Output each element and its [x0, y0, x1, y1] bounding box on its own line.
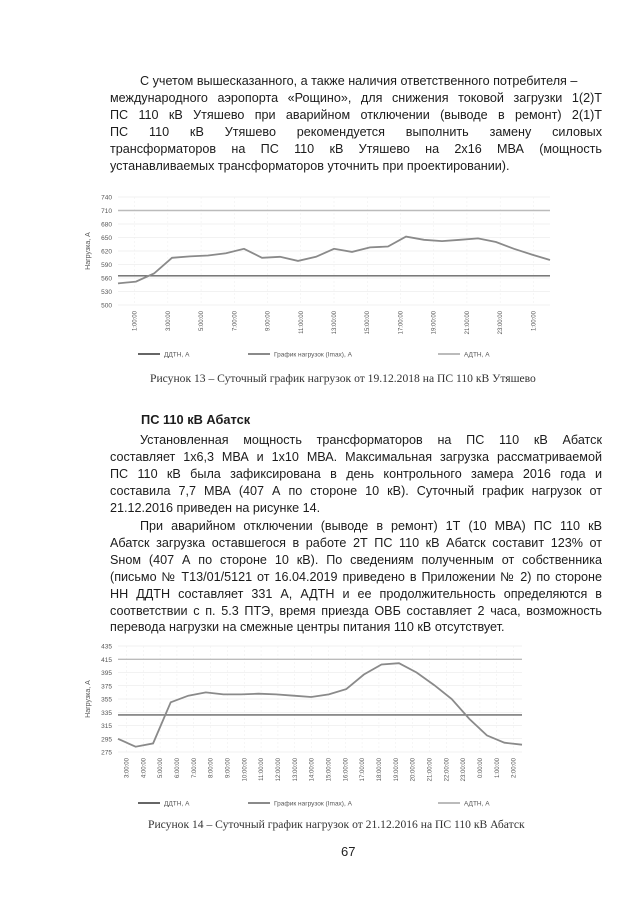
text-line: 21.12.2016 приведен на рисунке 14. [110, 500, 321, 515]
text-line: составляет 1x6,3 МВА и 1x10 МВА. Максимальная загрузка рассматриваемой [110, 449, 602, 464]
y-tick-label: 680 [101, 221, 112, 229]
x-tick-label: 14:00:00 [309, 758, 316, 782]
x-tick-label: 0:00:00 [477, 758, 484, 779]
x-tick-label: 1:00:00 [132, 311, 139, 332]
text-line: При аварийном отключении (выводе в ремонт) 1Т (10 МВА) ПС 110 кВ [140, 519, 602, 533]
legend-label: ДДТН, А [164, 351, 190, 359]
paragraph-1 [110, 73, 602, 174]
y-tick-label: 415 [101, 656, 112, 664]
legend-label: АДТН, А [464, 800, 490, 808]
load-chart-abatsk [80, 635, 570, 815]
x-tick-label: 22:00:00 [444, 758, 451, 782]
x-tick-label: 13:00:00 [292, 758, 299, 782]
x-tick-label: 20:00:00 [410, 758, 417, 782]
paragraph-2 [110, 432, 602, 517]
x-tick-label: 5:00:00 [199, 311, 206, 332]
text-line: составила 7,7 МВА (407 А по стороне 10 кВ). Суточный график нагрузок от [110, 483, 602, 498]
figure-14-caption: Рисунок 14 – Суточный график нагрузок от 21.12.2016 на ПС 110 кВ Абатск [148, 818, 525, 831]
x-tick-label: 15:00:00 [326, 758, 333, 782]
x-tick-label: 3:00:00 [124, 758, 131, 779]
x-tick-label: 6:00:00 [174, 758, 181, 779]
y-tick-label: 295 [101, 736, 112, 744]
figure-13-caption: Рисунок 13 – Суточный график нагрузок от 19.12.2018 на ПС 110 кВ Утяшево [150, 372, 536, 385]
x-tick-label: 9:00:00 [265, 311, 272, 332]
series-line [118, 663, 522, 747]
x-tick-label: 11:00:00 [259, 758, 266, 781]
x-tick-label: 18:00:00 [376, 758, 383, 782]
text-line: Установленная мощность трансформаторов на ПС 110 кВ Абатск [140, 433, 602, 447]
y-tick-label: 275 [101, 749, 112, 757]
x-tick-label: 19:00:00 [393, 758, 400, 782]
x-tick-label: 3:00:00 [165, 311, 172, 332]
x-tick-label: 19:00:00 [431, 311, 438, 335]
y-tick-label: 355 [101, 696, 112, 704]
x-tick-label: 7:00:00 [232, 311, 239, 332]
x-tick-label: 17:00:00 [398, 311, 405, 335]
text-line: трансформаторов на ПС 110 кВ Утяшево на 2x16 МВА (мощность [110, 141, 602, 156]
x-tick-label: 15:00:00 [365, 311, 372, 335]
y-tick-label: 315 [101, 723, 112, 730]
text-line: Абатск загрузка оставшегося в работе 2Т ПС 110 кВ Абатск составит 123% от [110, 535, 602, 550]
legend-label: АДТН, А [464, 351, 490, 359]
legend-label: График нагрузок (Imax), А [274, 351, 352, 359]
x-tick-label: 8:00:00 [208, 758, 215, 779]
text-line: Sном (407 А по стороне 10 кВ). По сведениям полученным от собственника [110, 552, 602, 567]
x-tick-label: 1:00:00 [531, 311, 538, 332]
text-line: С учетом вышесказанного, а также наличия ответственного потребителя – [140, 74, 578, 88]
x-tick-label: 5:00:00 [158, 758, 165, 779]
text-line: ПС 110 кВ была зафиксирована в день контрольного замера 2016 года и [110, 466, 602, 481]
x-tick-label: 21:00:00 [464, 311, 471, 335]
x-tick-label: 16:00:00 [343, 758, 350, 782]
y-axis-label: Нагрузка, А [85, 232, 92, 270]
y-tick-label: 620 [101, 248, 112, 256]
y-tick-label: 435 [101, 643, 112, 651]
text-line: международного аэропорта «Рощино», для снижения токовой загрузки 1(2)Т [110, 90, 602, 105]
y-tick-label: 650 [101, 235, 112, 242]
x-tick-label: 2:00:00 [511, 758, 518, 779]
load-chart-utyashevo [80, 188, 570, 366]
y-tick-label: 590 [101, 262, 112, 269]
y-tick-label: 335 [101, 709, 112, 717]
paragraph-3 [110, 518, 602, 636]
x-tick-label: 10:00:00 [242, 758, 249, 782]
text-line: соответствии с п. 5.3 ПТЭ, время приезда ОВБ составляет 2 часа, возможность [110, 603, 602, 618]
legend-label: График нагрузок (Imax), А [274, 800, 352, 808]
x-tick-label: 4:00:00 [141, 758, 148, 779]
text-line: ПС 110 кВ Утяшево при аварийном отключении (выводе в ремонт) 2(1)Т [110, 107, 602, 122]
x-tick-label: 23:00:00 [498, 311, 505, 335]
page-number: 67 [341, 844, 356, 859]
y-tick-label: 375 [101, 683, 112, 691]
y-tick-label: 500 [101, 302, 112, 310]
text-line: (письмо № Т13/01/5121 от 16.04.2019 приведено в Приложении № 2) по стороне [110, 569, 602, 584]
section-heading: ПС 110 кВ Абатск [141, 412, 251, 427]
x-tick-label: 17:00:00 [360, 758, 367, 782]
x-tick-label: 23:00:00 [461, 758, 468, 782]
x-tick-label: 9:00:00 [225, 758, 232, 779]
text-line: перевода нагрузки на смежные центры питания 110 кВ отсутствует. [110, 620, 505, 635]
text-line: устанавливаемых трансформаторов уточнить при проектировании). [110, 158, 510, 173]
x-tick-label: 7:00:00 [191, 758, 198, 779]
x-tick-label: 11:00:00 [298, 311, 305, 334]
x-tick-label: 13:00:00 [332, 311, 338, 335]
y-tick-label: 395 [101, 670, 112, 677]
x-tick-label: 1:00:00 [494, 758, 501, 779]
y-tick-label: 530 [101, 289, 112, 296]
text-line: НН ДДТН составляет 331 А, АДТН и ее продолжительность определяются в [110, 586, 602, 601]
x-tick-label: 21:00:00 [427, 758, 434, 782]
x-tick-label: 12:00:00 [275, 758, 282, 782]
y-axis-label: Нагрузка, А [85, 680, 92, 718]
text-line: ПС 110 кВ Утяшево рекомендуется выполнить замену силовых [110, 124, 602, 139]
y-tick-label: 740 [101, 194, 112, 202]
y-tick-label: 560 [101, 275, 112, 283]
legend-label: ДДТН, А [164, 800, 190, 808]
y-tick-label: 710 [101, 208, 112, 215]
